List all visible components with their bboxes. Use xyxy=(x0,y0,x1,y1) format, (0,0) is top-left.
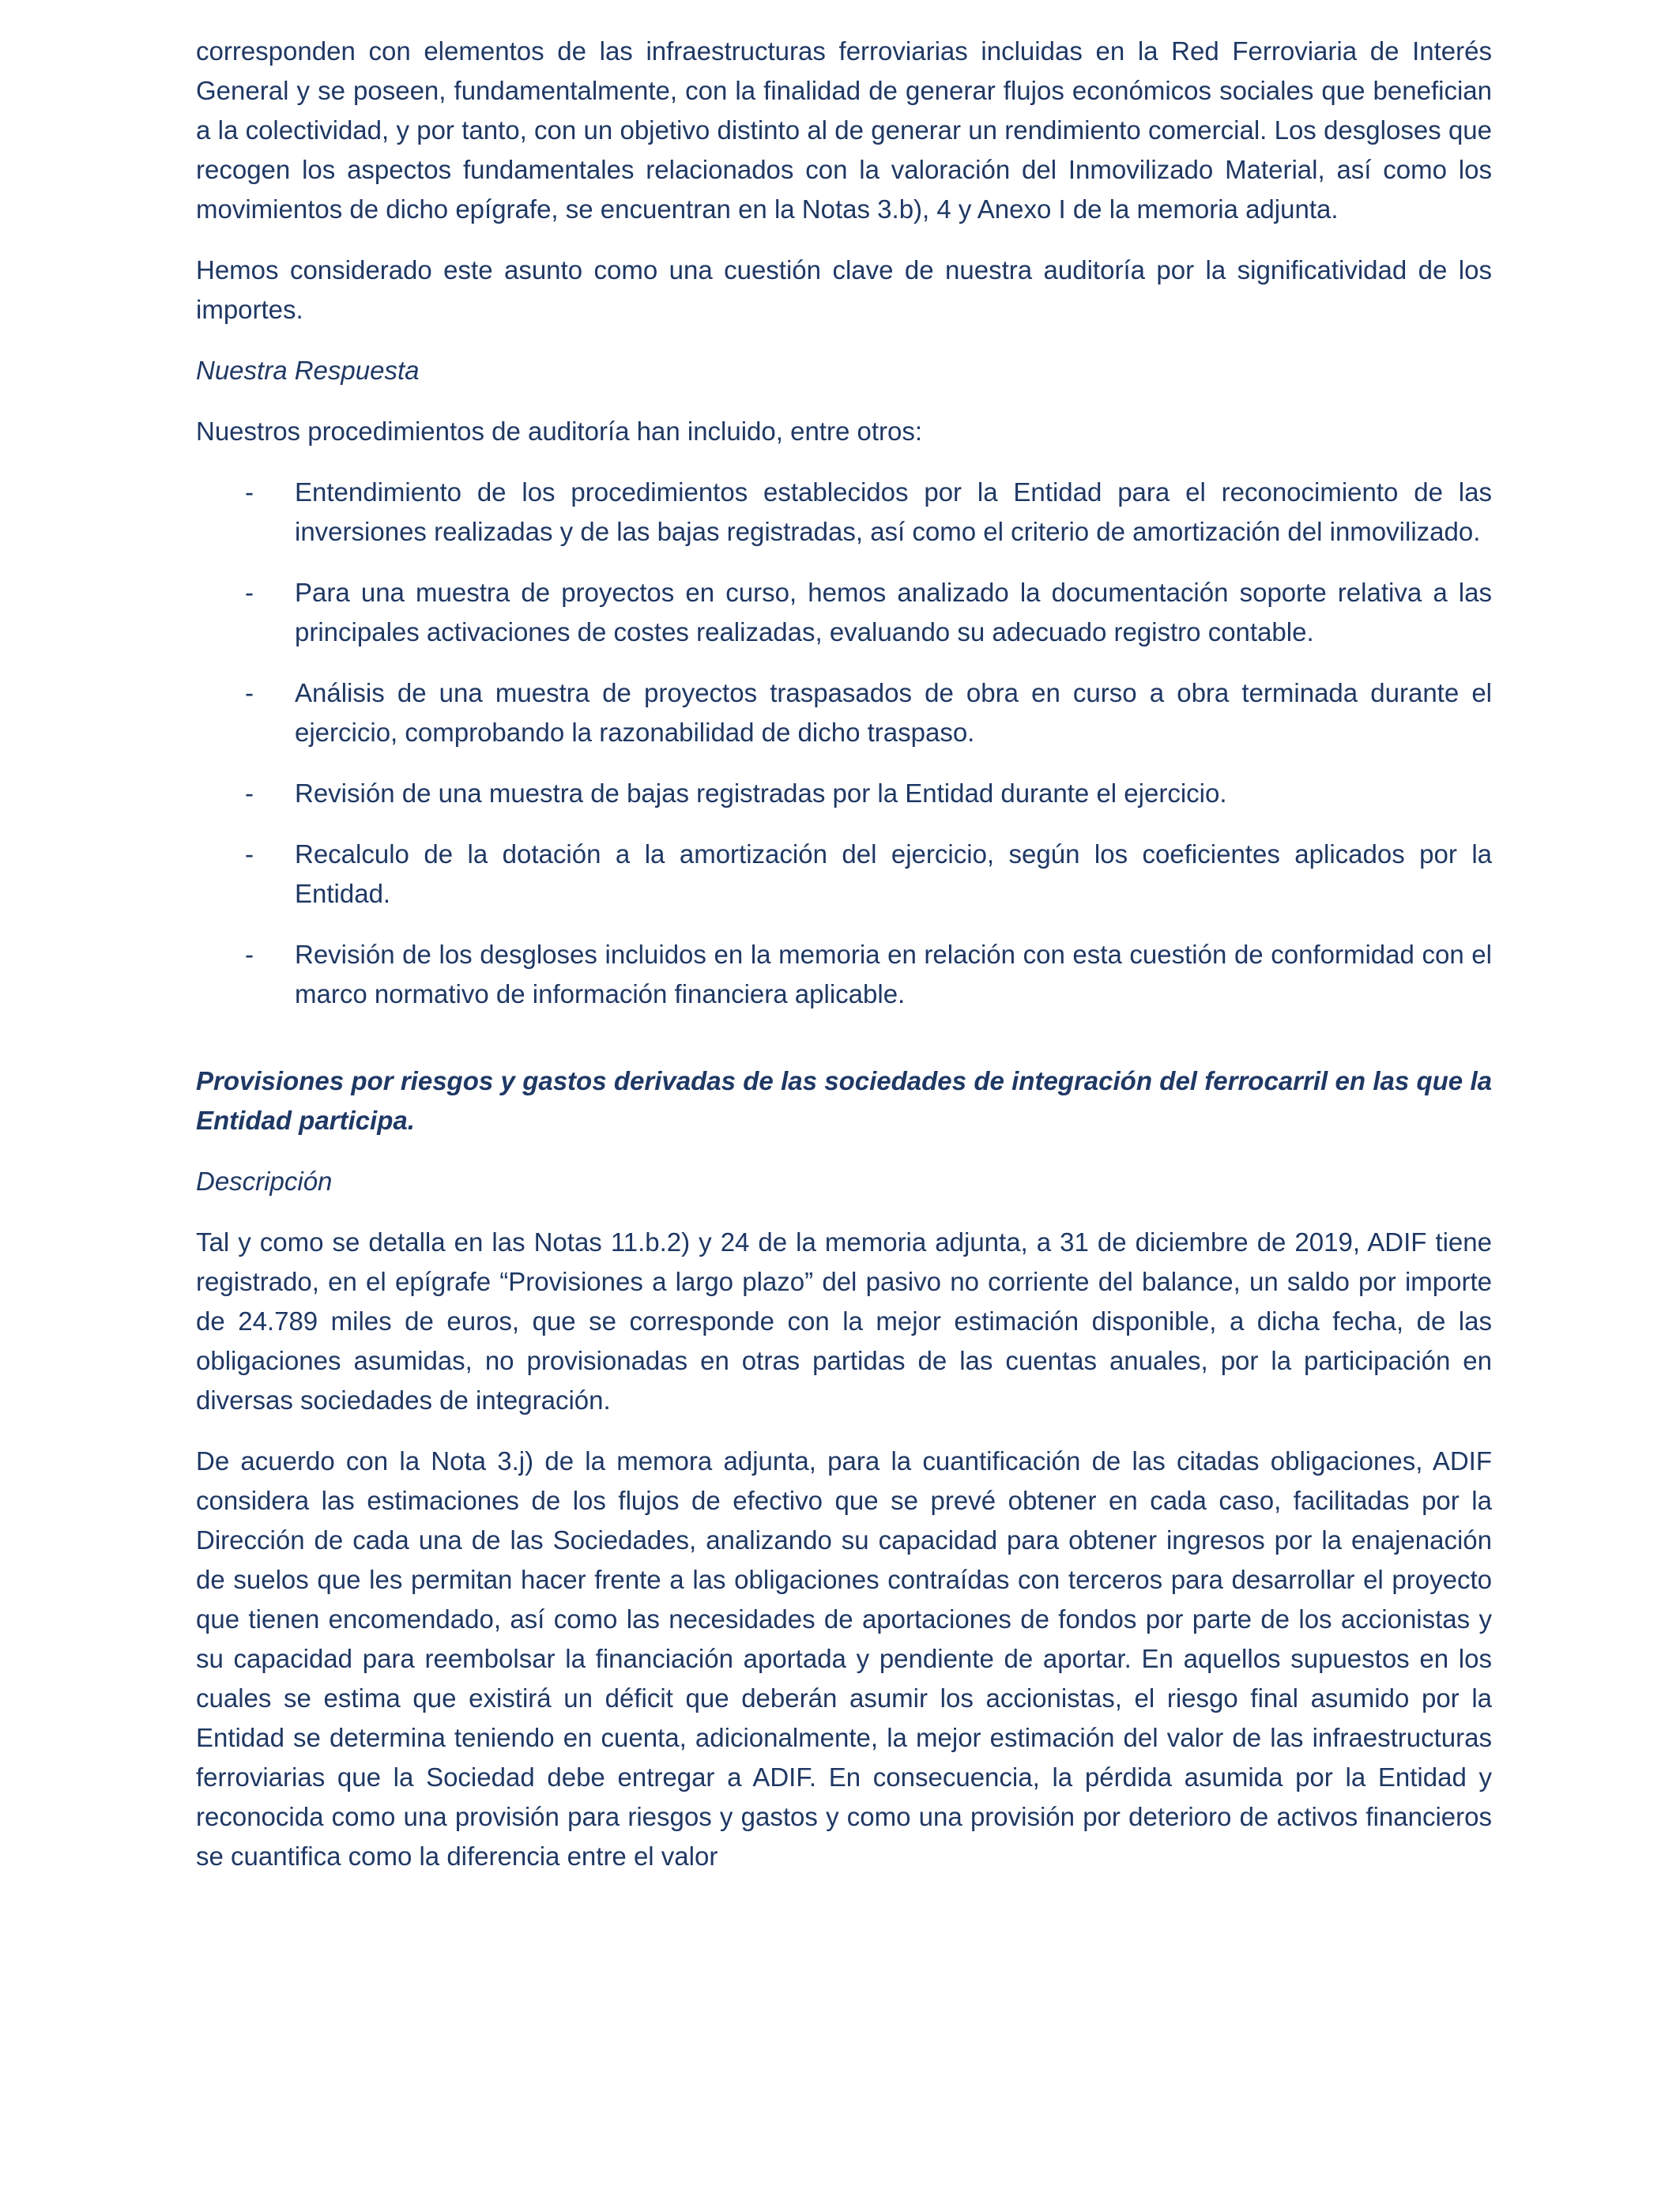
paragraph-procedimientos-intro: Nuestros procedimientos de auditoría han incluido, entre otros: xyxy=(196,417,923,446)
list-item xyxy=(196,774,1492,813)
list-item xyxy=(196,835,1492,914)
dash-bullet: - xyxy=(245,839,254,869)
section-heading-provisiones: Provisiones por riesgos y gastos derivadas de las sociedades de integración del ferrocarril en las que la Entidad participa. xyxy=(196,1066,1492,1135)
paragraph-provisiones-saldo: Tal y como se detalla en las Notas 11.b.2) y 24 de la memoria adjunta, a 31 de diciembre de 2019, ADIF tiene registrado, en el epígrafe “Provisiones a largo plazo” del pasivo no corriente del balance, un saldo por importe de 24.789 miles de euros, que se corresponde con la mejor estimación disponible, a dicha fecha, de las obligaciones asumidas, no provisionadas en otras partidas de las cuentas anuales, por la participación en diversas sociedades de integración. xyxy=(196,1227,1492,1415)
procedures-bullet-list xyxy=(196,473,1492,1014)
dash-bullet: - xyxy=(245,678,254,707)
list-item-text: Revisión de los desgloses incluidos en la memoria en relación con esta cuestión de conformidad con el marco normativo de información financiera aplicable. xyxy=(295,940,1492,1008)
paragraph-inmovilizado-continuation: corresponden con elementos de las infraestructuras ferroviarias incluidas en la Red Ferroviaria de Interés General y se poseen, fundamentalmente, con la finalidad de generar flujos económicos sociales que benefician a la colectividad, y por tanto, con un objetivo distinto al de generar un rendimiento comercial. Los desgloses que recogen los aspectos fundamentales relacionados con la valoración del Inmovilizado Material, así como los movimientos de dicho epígrafe, se encuentran en la Notas 3.b), 4 y Anexo I de la memoria adjunta. xyxy=(196,36,1492,224)
list-item-text: Análisis de una muestra de proyectos traspasados de obra en curso a obra terminada durante el ejercicio, comprobando la razonabilidad de dicho traspaso. xyxy=(295,678,1492,747)
dash-bullet: - xyxy=(245,940,254,969)
list-item-text: Entendimiento de los procedimientos establecidos por la Entidad para el reconocimiento de las inversiones realizadas y de las bajas registradas, así como el criterio de amortización del inmovilizado. xyxy=(295,477,1492,546)
paragraph-cuantificacion-obligaciones: De acuerdo con la Nota 3.j) de la memora adjunta, para la cuantificación de las citadas obligaciones, ADIF considera las estimaciones de los flujos de efectivo que se prevé obtener en cada caso, facilitadas por la Dirección de cada una de las Sociedades, analizando su capacidad para obtener ingresos por la enajenación de suelos que les permitan hacer frente a las obligaciones contraídas con terceros para desarrollar el proyecto que tienen encomendado, así como las necesidades de aportaciones de fondos por parte de los accionistas y su capacidad para reembolsar la financiación aportada y pendiente de aportar. En aquellos supuestos en los cuales se estima que existirá un déficit que deberán asumir los accionistas, el riesgo final asumido por la Entidad se determina teniendo en cuenta, adicionalmente, la mejor estimación del valor de las infraestructuras ferroviarias que la Sociedad debe entregar a ADIF. En consecuencia, la pérdida asumida por la Entidad y reconocida como una provisión para riesgos y gastos y como una provisión por deterioro de activos financieros se cuantifica como la diferencia entre el valor xyxy=(196,1446,1492,1871)
list-item xyxy=(196,935,1492,1014)
list-item xyxy=(196,673,1492,752)
list-item xyxy=(196,573,1492,652)
dash-bullet: - xyxy=(245,578,254,607)
list-item xyxy=(196,473,1492,552)
paragraph-cuestion-clave: Hemos considerado este asunto como una cuestión clave de nuestra auditoría por la significatividad de los importes. xyxy=(196,255,1492,324)
dash-bullet: - xyxy=(245,778,254,808)
list-item-text: Para una muestra de proyectos en curso, hemos analizado la documentación soporte relativa a las principales activaciones de costes realizadas, evaluando su adecuado registro contable. xyxy=(295,578,1492,647)
dash-bullet: - xyxy=(245,477,254,507)
section-heading-descripcion: Descripción xyxy=(196,1167,333,1196)
list-item-text: Recalculo de la dotación a la amortización del ejercicio, según los coeficientes aplicados por la Entidad. xyxy=(295,839,1492,908)
list-item-text: Revisión de una muestra de bajas registradas por la Entidad durante el ejercicio. xyxy=(295,778,1227,808)
section-heading-nuestra-respuesta: Nuestra Respuesta xyxy=(196,356,420,385)
